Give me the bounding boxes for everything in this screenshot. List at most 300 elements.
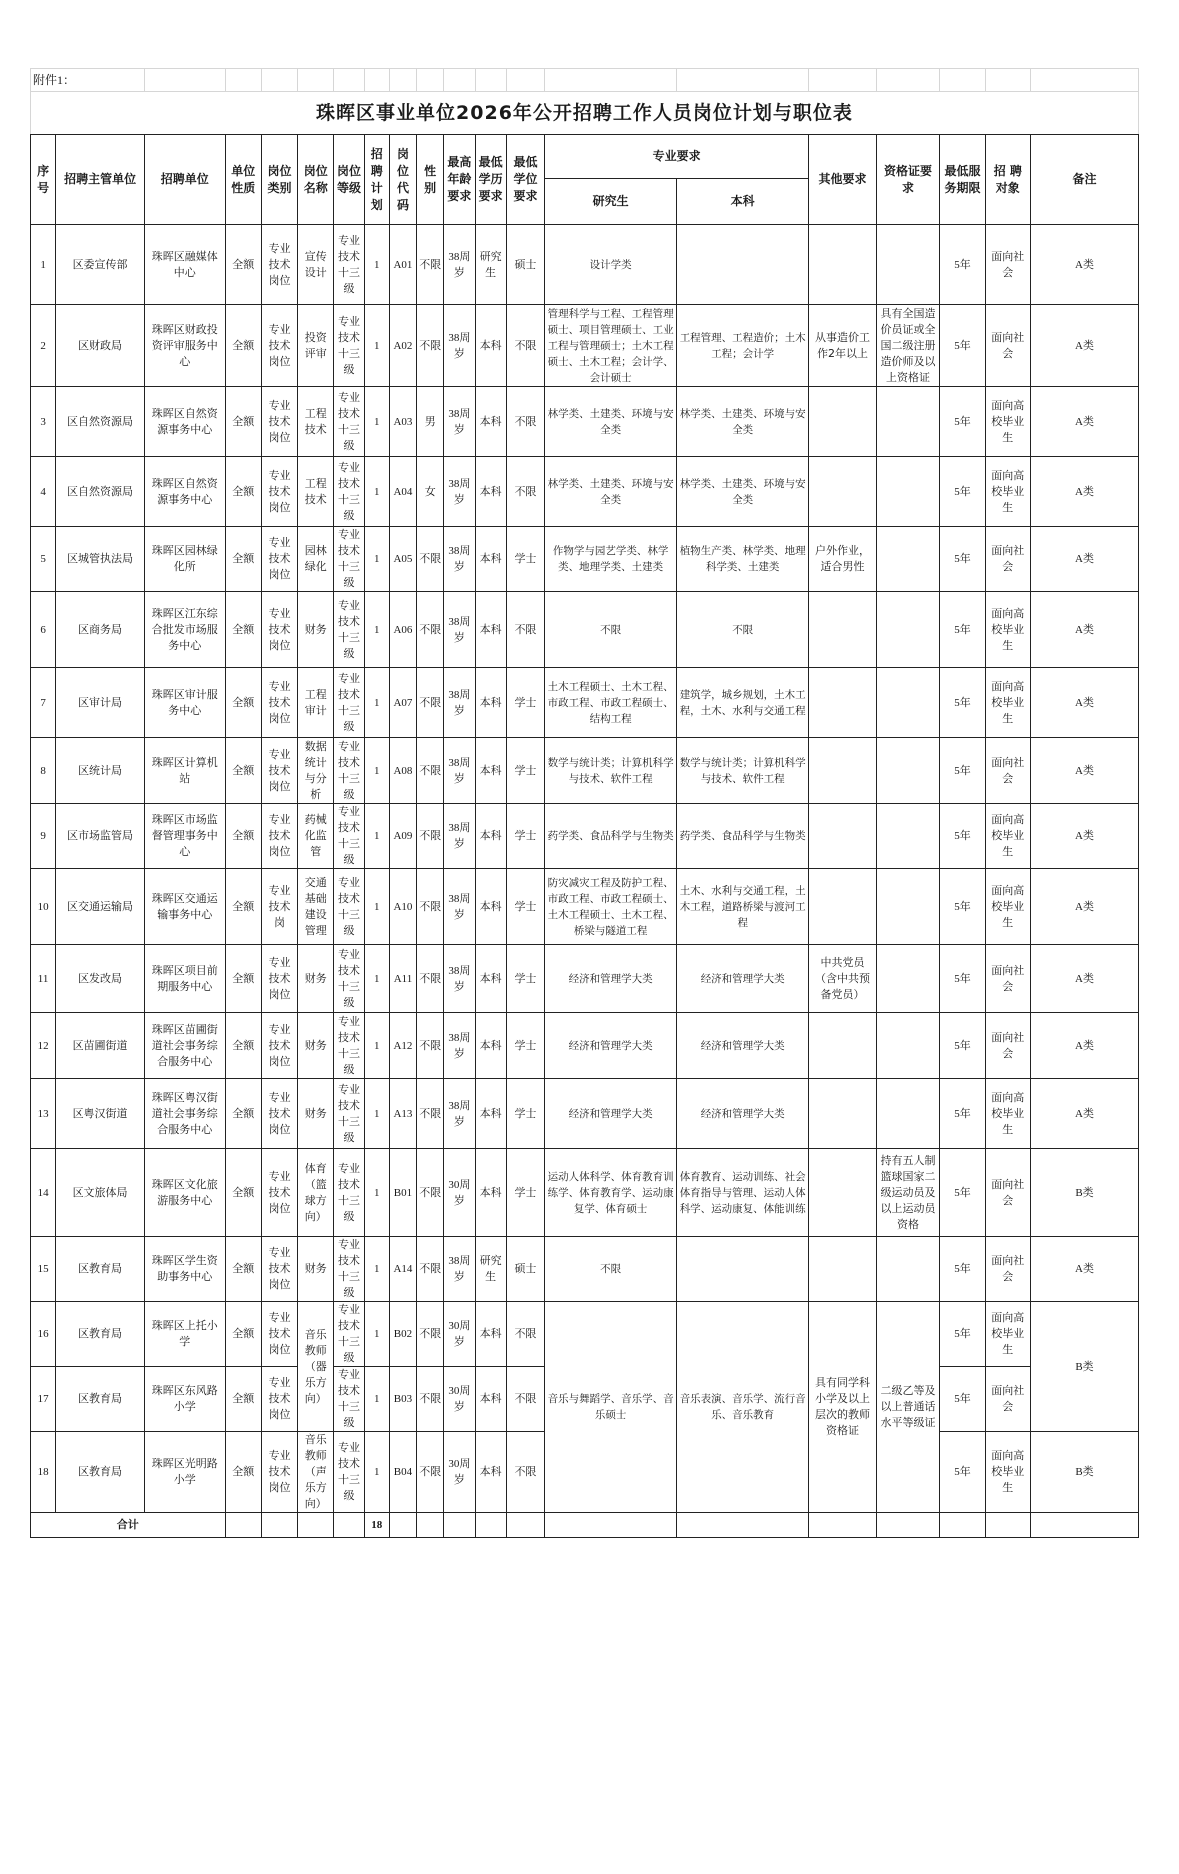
header-plan: 招聘计划 (364, 135, 389, 225)
cell-cert (876, 804, 940, 869)
header-post-name: 岗位名称 (298, 135, 334, 225)
cell-max-age: 38周岁 (444, 457, 475, 527)
cell-post-name: 财务 (298, 1079, 334, 1149)
cell-min-edu: 研究生 (475, 225, 506, 305)
cell-post-level: 专业技术十三级 (334, 738, 364, 804)
cell-target: 面向社会 (985, 305, 1030, 387)
cell-unit: 珠晖区苗圃街道社会事务综合服务中心 (144, 1013, 225, 1079)
cell-other (809, 738, 877, 804)
cell-gender: 不限 (417, 1079, 444, 1149)
cell-cert (876, 1237, 940, 1302)
cell-min-edu: 本科 (475, 592, 506, 668)
cell-nature: 全额 (225, 305, 261, 387)
total-plan: 18 (364, 1513, 389, 1538)
cell-post-name: 财务 (298, 1013, 334, 1079)
cell-nature: 全额 (225, 1367, 261, 1432)
cell-remark: A类 (1030, 527, 1138, 592)
cell-unit: 珠晖区上托小学 (144, 1302, 225, 1367)
header-nature: 单位性质 (225, 135, 261, 225)
cell-target: 面向高校毕业生 (985, 1079, 1030, 1149)
cell-service: 5年 (940, 527, 985, 592)
cell-target: 面向社会 (985, 945, 1030, 1013)
cell-post-type: 专业技术岗位 (261, 1432, 297, 1513)
cell-min-degree: 学士 (506, 1149, 544, 1237)
cell-min-degree: 不限 (506, 1432, 544, 1513)
cell-post-name: 工程技术 (298, 457, 334, 527)
cell-post-level: 专业技术十三级 (334, 1013, 364, 1079)
cell-post-type: 专业技术岗位 (261, 945, 297, 1013)
cell-plan: 1 (364, 1079, 389, 1149)
cell-code: B04 (389, 1432, 416, 1513)
header-remark: 备注 (1030, 135, 1138, 225)
cell-post-type: 专业技术岗位 (261, 1237, 297, 1302)
cell-unit: 珠晖区园林绿化所 (144, 527, 225, 592)
cell-post-level: 专业技术十三级 (334, 1367, 364, 1432)
cell-min-degree: 不限 (506, 1367, 544, 1432)
cell-nature: 全额 (225, 225, 261, 305)
cell-seq: 18 (31, 1432, 56, 1513)
cell-code: A06 (389, 592, 416, 668)
cell-code: A14 (389, 1237, 416, 1302)
cell-min-degree: 不限 (506, 387, 544, 457)
cell-major-bachelor: 土木、水利与交通工程，土木工程，道路桥梁与渡河工程 (677, 869, 809, 945)
cell-major-grad: 林学类、土建类、环境与安全类 (545, 457, 677, 527)
cell-seq: 10 (31, 869, 56, 945)
cell-dept: 区市场监管局 (56, 804, 145, 869)
cell-nature: 全额 (225, 945, 261, 1013)
cell-nature: 全额 (225, 1237, 261, 1302)
cell-code: A08 (389, 738, 416, 804)
cell-min-edu: 本科 (475, 738, 506, 804)
cell-cert (876, 869, 940, 945)
cell-min-edu: 本科 (475, 1302, 506, 1367)
cell-plan: 1 (364, 945, 389, 1013)
cell-remark: A类 (1030, 945, 1138, 1013)
cell-target: 面向社会 (985, 1367, 1030, 1432)
header-grad: 研究生 (545, 179, 677, 225)
cell-nature: 全额 (225, 668, 261, 738)
cell-post-name: 工程技术 (298, 387, 334, 457)
cell-plan: 1 (364, 387, 389, 457)
table-body (31, 225, 1139, 1513)
cell-post-type: 专业技术岗位 (261, 1079, 297, 1149)
cell-unit: 珠晖区融媒体中心 (144, 225, 225, 305)
attachment-label: 附件1： (31, 69, 145, 92)
cell-code: A10 (389, 869, 416, 945)
cell-nature: 全额 (225, 387, 261, 457)
cell-seq: 9 (31, 804, 56, 869)
cell-post-name: 宣传设计 (298, 225, 334, 305)
cell-target: 面向高校毕业生 (985, 804, 1030, 869)
cell-post-level: 专业技术十三级 (334, 592, 364, 668)
cell-dept: 区城管执法局 (56, 527, 145, 592)
cell-seq: 1 (31, 225, 56, 305)
table-row (31, 945, 1139, 1013)
cell-plan: 1 (364, 804, 389, 869)
cell-min-degree: 学士 (506, 869, 544, 945)
cell-gender: 不限 (417, 1149, 444, 1237)
cell-post-level: 专业技术十三级 (334, 457, 364, 527)
cell-gender: 不限 (417, 1013, 444, 1079)
cell-remark: A类 (1030, 869, 1138, 945)
cell-seq: 6 (31, 592, 56, 668)
cell-post-name: 园林绿化 (298, 527, 334, 592)
cell-cert (876, 1013, 940, 1079)
cell-remark: A类 (1030, 668, 1138, 738)
cell-seq: 15 (31, 1237, 56, 1302)
cell-gender: 不限 (417, 225, 444, 305)
cell-major-grad: 设计学类 (545, 225, 677, 305)
cell-seq: 16 (31, 1302, 56, 1367)
cell-post-name: 交通基础建设管理 (298, 869, 334, 945)
cell-post-level: 专业技术十三级 (334, 869, 364, 945)
cell-service: 5年 (940, 804, 985, 869)
cell-other: 中共党员（含中共预备党员） (809, 945, 877, 1013)
cell-min-edu: 本科 (475, 1013, 506, 1079)
cell-target: 面向社会 (985, 527, 1030, 592)
cell-major-grad: 林学类、土建类、环境与安全类 (545, 387, 677, 457)
cell-nature: 全额 (225, 1302, 261, 1367)
cell-post-type: 专业技术岗位 (261, 1367, 297, 1432)
cell-post-level: 专业技术十三级 (334, 387, 364, 457)
cell-seq: 8 (31, 738, 56, 804)
cell-gender: 不限 (417, 804, 444, 869)
cell-plan: 1 (364, 668, 389, 738)
cell-service: 5年 (940, 738, 985, 804)
cell-nature: 全额 (225, 457, 261, 527)
cell-post-name: 药械化监管 (298, 804, 334, 869)
cell-major-grad: 作物学与园艺学类、林学类、地理学类、土建类 (545, 527, 677, 592)
cell-gender: 不限 (417, 869, 444, 945)
cell-seq: 17 (31, 1367, 56, 1432)
cell-plan: 1 (364, 869, 389, 945)
cell-seq: 2 (31, 305, 56, 387)
cell-seq: 12 (31, 1013, 56, 1079)
cell-major-grad: 土木工程硕士、土木工程、市政工程、市政工程硕士、结构工程 (545, 668, 677, 738)
cell-service: 5年 (940, 1149, 985, 1237)
cell-min-edu: 本科 (475, 457, 506, 527)
cell-min-degree: 学士 (506, 945, 544, 1013)
cell-other (809, 1079, 877, 1149)
cell-major-grad: 数学与统计类；计算机科学与技术、软件工程 (545, 738, 677, 804)
cell-code: B01 (389, 1149, 416, 1237)
cell-target: 面向高校毕业生 (985, 387, 1030, 457)
header-seq: 序号 (31, 135, 56, 225)
cell-major-grad: 经济和管理学大类 (545, 1079, 677, 1149)
header-dept: 招聘主管单位 (56, 135, 145, 225)
cell-max-age: 30周岁 (444, 1367, 475, 1432)
cell-dept: 区交通运输局 (56, 869, 145, 945)
cell-post-type: 专业技术岗位 (261, 668, 297, 738)
cell-plan: 1 (364, 305, 389, 387)
cell-max-age: 38周岁 (444, 738, 475, 804)
cell-major-grad: 防灾减灾工程及防护工程、市政工程、市政工程硕士、土木工程硕士、土木工程、桥梁与隧道工程 (545, 869, 677, 945)
cell-service: 5年 (940, 1237, 985, 1302)
header-gender: 性别 (417, 135, 444, 225)
cell-seq: 14 (31, 1149, 56, 1237)
cell-other: 具有同学科小学及以上层次的教师资格证 (809, 1302, 877, 1513)
cell-unit: 珠晖区审计服务中心 (144, 668, 225, 738)
cell-dept: 区自然资源局 (56, 387, 145, 457)
cell-service: 5年 (940, 592, 985, 668)
cell-max-age: 38周岁 (444, 1013, 475, 1079)
cell-max-age: 38周岁 (444, 945, 475, 1013)
cell-major-bachelor: 音乐表演、音乐学、流行音乐、音乐教育 (677, 1302, 809, 1513)
cell-dept: 区发改局 (56, 945, 145, 1013)
cell-post-type: 专业技术岗位 (261, 225, 297, 305)
cell-gender: 不限 (417, 527, 444, 592)
cell-service: 5年 (940, 225, 985, 305)
cell-remark: B类 (1030, 1302, 1138, 1432)
cell-seq: 11 (31, 945, 56, 1013)
cell-cert (876, 527, 940, 592)
cell-cert: 持有五人制篮球国家二级运动员及以上运动员资格 (876, 1149, 940, 1237)
cell-unit: 珠晖区东风路小学 (144, 1367, 225, 1432)
recruitment-table (30, 68, 1139, 1538)
cell-gender: 不限 (417, 738, 444, 804)
cell-post-level: 专业技术十三级 (334, 1149, 364, 1237)
cell-post-level: 专业技术十三级 (334, 804, 364, 869)
cell-major-bachelor: 建筑学，城乡规划，土木工程，土木、水利与交通工程 (677, 668, 809, 738)
cell-major-grad: 音乐与舞蹈学、音乐学、音乐硕士 (545, 1302, 677, 1513)
cell-code: B03 (389, 1367, 416, 1432)
title-row (31, 92, 1139, 135)
cell-post-name: 财务 (298, 1237, 334, 1302)
header-max-age: 最高年龄要求 (444, 135, 475, 225)
cell-other: 从事造价工作2年以上 (809, 305, 877, 387)
cell-code: A04 (389, 457, 416, 527)
cell-post-type: 专业技术岗 (261, 869, 297, 945)
cell-post-name: 财务 (298, 592, 334, 668)
cell-min-degree: 不限 (506, 457, 544, 527)
cell-cert (876, 387, 940, 457)
cell-cert (876, 457, 940, 527)
cell-gender: 不限 (417, 1237, 444, 1302)
cell-min-degree: 学士 (506, 1079, 544, 1149)
cell-plan: 1 (364, 527, 389, 592)
cell-max-age: 38周岁 (444, 305, 475, 387)
cell-gender: 不限 (417, 1432, 444, 1513)
table-row (31, 387, 1139, 457)
cell-code: A01 (389, 225, 416, 305)
cell-remark: A类 (1030, 457, 1138, 527)
cell-major-bachelor (677, 225, 809, 305)
cell-service: 5年 (940, 668, 985, 738)
cell-major-bachelor (677, 1237, 809, 1302)
cell-code: A03 (389, 387, 416, 457)
cell-post-level: 专业技术十三级 (334, 1079, 364, 1149)
cell-nature: 全额 (225, 738, 261, 804)
cell-dept: 区教育局 (56, 1237, 145, 1302)
cell-other (809, 668, 877, 738)
header-min-degree: 最低学位要求 (506, 135, 544, 225)
cell-major-bachelor: 经济和管理学大类 (677, 1079, 809, 1149)
cell-major-bachelor: 林学类、土建类、环境与安全类 (677, 387, 809, 457)
cell-plan: 1 (364, 1237, 389, 1302)
cell-post-name: 财务 (298, 945, 334, 1013)
header-bachelor: 本科 (677, 179, 809, 225)
cell-dept: 区教育局 (56, 1367, 145, 1432)
cell-min-degree: 不限 (506, 305, 544, 387)
cell-code: A07 (389, 668, 416, 738)
table-row (31, 738, 1139, 804)
cell-seq: 7 (31, 668, 56, 738)
cell-service: 5年 (940, 1367, 985, 1432)
cell-other (809, 592, 877, 668)
cell-plan: 1 (364, 1367, 389, 1432)
cell-target: 面向高校毕业生 (985, 668, 1030, 738)
cell-nature: 全额 (225, 592, 261, 668)
cell-min-edu: 本科 (475, 1432, 506, 1513)
cell-max-age: 30周岁 (444, 1432, 475, 1513)
cell-max-age: 38周岁 (444, 225, 475, 305)
cell-service: 5年 (940, 1432, 985, 1513)
cell-plan: 1 (364, 1149, 389, 1237)
table-row (31, 592, 1139, 668)
cell-unit: 珠晖区学生资助事务中心 (144, 1237, 225, 1302)
cell-dept: 区教育局 (56, 1302, 145, 1367)
cell-dept: 区自然资源局 (56, 457, 145, 527)
cell-remark: A类 (1030, 387, 1138, 457)
cell-major-bachelor: 数学与统计类；计算机科学与技术、软件工程 (677, 738, 809, 804)
cell-major-bachelor: 植物生产类、林学类、地理科学类、土建类 (677, 527, 809, 592)
cell-dept: 区审计局 (56, 668, 145, 738)
cell-code: A13 (389, 1079, 416, 1149)
cell-cert: 二级乙等及以上普通话水平等级证 (876, 1302, 940, 1513)
cell-max-age: 38周岁 (444, 592, 475, 668)
cell-target: 面向社会 (985, 1149, 1030, 1237)
cell-target: 面向高校毕业生 (985, 1432, 1030, 1513)
cell-post-name: 音乐教师（声乐方向） (298, 1432, 334, 1513)
total-label: 合计 (31, 1513, 226, 1538)
cell-target: 面向社会 (985, 225, 1030, 305)
table-row (31, 1013, 1139, 1079)
cell-code: A02 (389, 305, 416, 387)
cell-service: 5年 (940, 869, 985, 945)
cell-nature: 全额 (225, 869, 261, 945)
page-title: 珠晖区事业单位2026年公开招聘工作人员岗位计划与职位表 (31, 92, 1139, 135)
cell-gender: 不限 (417, 945, 444, 1013)
cell-dept: 区财政局 (56, 305, 145, 387)
cell-plan: 1 (364, 1013, 389, 1079)
header-code: 岗位代码 (389, 135, 416, 225)
cell-min-edu: 本科 (475, 527, 506, 592)
cell-post-type: 专业技术岗位 (261, 527, 297, 592)
cell-unit: 珠晖区光明路小学 (144, 1432, 225, 1513)
cell-service: 5年 (940, 945, 985, 1013)
cell-max-age: 38周岁 (444, 1079, 475, 1149)
cell-post-name: 音乐教师（器乐方向） (298, 1302, 334, 1432)
cell-min-edu: 本科 (475, 668, 506, 738)
cell-plan: 1 (364, 592, 389, 668)
table-row (31, 527, 1139, 592)
cell-dept: 区文旅体局 (56, 1149, 145, 1237)
cell-code: A12 (389, 1013, 416, 1079)
cell-post-name: 投资评审 (298, 305, 334, 387)
cell-min-degree: 不限 (506, 592, 544, 668)
cell-seq: 3 (31, 387, 56, 457)
cell-seq: 13 (31, 1079, 56, 1149)
cell-nature: 全额 (225, 1013, 261, 1079)
cell-unit: 珠晖区粤汉街道社会事务综合服务中心 (144, 1079, 225, 1149)
cell-other (809, 1237, 877, 1302)
cell-post-type: 专业技术岗位 (261, 457, 297, 527)
cell-cert (876, 592, 940, 668)
cell-post-level: 专业技术十三级 (334, 668, 364, 738)
cell-post-type: 专业技术岗位 (261, 1013, 297, 1079)
cell-gender: 不限 (417, 668, 444, 738)
cell-post-type: 专业技术岗位 (261, 1302, 297, 1367)
cell-max-age: 38周岁 (444, 1237, 475, 1302)
cell-min-edu: 研究生 (475, 1237, 506, 1302)
cell-plan: 1 (364, 738, 389, 804)
cell-post-type: 专业技术岗位 (261, 592, 297, 668)
cell-cert (876, 1079, 940, 1149)
cell-remark: A类 (1030, 305, 1138, 387)
cell-unit: 珠晖区文化旅游服务中心 (144, 1149, 225, 1237)
cell-seq: 5 (31, 527, 56, 592)
cell-target: 面向社会 (985, 1013, 1030, 1079)
header-post-level: 岗位等级 (334, 135, 364, 225)
table-row (31, 305, 1139, 387)
cell-service: 5年 (940, 1013, 985, 1079)
cell-min-degree: 学士 (506, 738, 544, 804)
cell-remark: A类 (1030, 1013, 1138, 1079)
cell-max-age: 38周岁 (444, 527, 475, 592)
cell-dept: 区粤汉街道 (56, 1079, 145, 1149)
header-row-1 (31, 135, 1139, 179)
cell-unit: 珠晖区市场监督管理事务中心 (144, 804, 225, 869)
cell-unit: 珠晖区计算机站 (144, 738, 225, 804)
cell-min-edu: 本科 (475, 1367, 506, 1432)
cell-min-degree: 不限 (506, 1302, 544, 1367)
cell-major-grad: 不限 (545, 1237, 677, 1302)
table-row (31, 804, 1139, 869)
cell-service: 5年 (940, 1079, 985, 1149)
cell-unit: 珠晖区项目前期服务中心 (144, 945, 225, 1013)
cell-major-grad: 经济和管理学大类 (545, 1013, 677, 1079)
cell-nature: 全额 (225, 1432, 261, 1513)
cell-cert (876, 738, 940, 804)
cell-min-degree: 学士 (506, 1013, 544, 1079)
cell-code: A05 (389, 527, 416, 592)
cell-post-level: 专业技术十三级 (334, 527, 364, 592)
cell-target: 面向高校毕业生 (985, 1302, 1030, 1367)
table-row (31, 869, 1139, 945)
cell-dept: 区苗圃街道 (56, 1013, 145, 1079)
header-major: 专业要求 (545, 135, 809, 179)
table-row (31, 1302, 1139, 1367)
cell-max-age: 38周岁 (444, 668, 475, 738)
header-post-type: 岗位类别 (261, 135, 297, 225)
cell-plan: 1 (364, 1302, 389, 1367)
cell-post-type: 专业技术岗位 (261, 1149, 297, 1237)
cell-major-bachelor: 林学类、土建类、环境与安全类 (677, 457, 809, 527)
cell-other (809, 457, 877, 527)
header-unit: 招聘单位 (144, 135, 225, 225)
cell-min-degree: 学士 (506, 527, 544, 592)
cell-other (809, 225, 877, 305)
cell-min-degree: 学士 (506, 668, 544, 738)
table-row (31, 1079, 1139, 1149)
cell-max-age: 30周岁 (444, 1302, 475, 1367)
header-target: 招 聘 对象 (985, 135, 1030, 225)
cell-max-age: 30周岁 (444, 1149, 475, 1237)
attachment-row (31, 69, 1139, 92)
cell-other (809, 804, 877, 869)
cell-code: A11 (389, 945, 416, 1013)
recruitment-sheet (30, 68, 1139, 1538)
